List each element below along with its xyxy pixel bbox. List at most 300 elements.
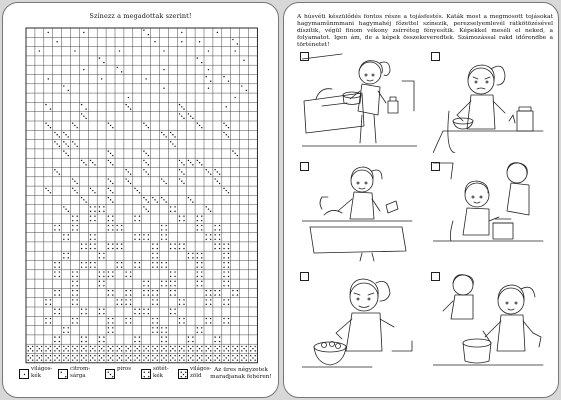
grid-dot bbox=[128, 106, 129, 107]
grid-dot bbox=[181, 32, 182, 33]
legend-note: Az üres négyzetek maradjanak fehéren! bbox=[210, 367, 272, 380]
grid-dot bbox=[179, 359, 180, 360]
grid-dot bbox=[99, 281, 100, 282]
grid-dot bbox=[157, 243, 158, 244]
grid-dot bbox=[223, 281, 224, 282]
grid-dot bbox=[226, 348, 227, 349]
grid-dot bbox=[85, 313, 86, 314]
grid-dot bbox=[223, 359, 224, 360]
grid-dot bbox=[163, 69, 164, 70]
grid-dot bbox=[197, 229, 198, 230]
grid-dot bbox=[72, 299, 73, 300]
legend-swatch bbox=[105, 369, 115, 379]
grid-dot bbox=[170, 309, 171, 310]
grid-dot bbox=[72, 188, 73, 189]
grid-dot bbox=[219, 341, 220, 342]
grid-dot bbox=[152, 262, 153, 263]
grid-dot bbox=[232, 39, 233, 40]
grid-dot bbox=[50, 346, 51, 347]
grid-dot bbox=[228, 192, 229, 193]
grid-dot bbox=[161, 332, 162, 333]
grid-dot bbox=[72, 294, 73, 295]
grid-dot bbox=[188, 113, 189, 114]
grid-dot bbox=[36, 359, 37, 360]
grid-dot bbox=[201, 266, 202, 267]
grid-dot bbox=[254, 346, 255, 347]
grid-dot bbox=[143, 239, 144, 240]
grid-dot bbox=[45, 322, 46, 323]
grid-dot bbox=[183, 118, 184, 119]
grid-dot bbox=[81, 359, 82, 360]
grid-dot bbox=[157, 327, 158, 328]
grid-dot bbox=[81, 346, 82, 347]
grid-dot bbox=[157, 201, 158, 202]
grid-dot bbox=[108, 355, 109, 356]
grid-dot bbox=[72, 229, 73, 230]
grid-dot bbox=[201, 229, 202, 230]
grid-dot bbox=[234, 357, 235, 358]
grid-dot bbox=[201, 359, 202, 360]
grid-dot bbox=[234, 153, 235, 154]
grid-dot bbox=[119, 50, 120, 51]
scene-6-illustration bbox=[433, 271, 548, 381]
legend-label: sötét- kék bbox=[153, 366, 169, 379]
grid-dot bbox=[208, 88, 209, 89]
grid-dot bbox=[210, 173, 211, 174]
grid-dot bbox=[32, 355, 33, 356]
grid-dot bbox=[139, 336, 140, 337]
grid-dot bbox=[63, 332, 64, 333]
grid-dot bbox=[112, 294, 113, 295]
grid-dot bbox=[170, 206, 171, 207]
grid-dot bbox=[108, 220, 109, 221]
grid-dot bbox=[228, 127, 229, 128]
grid-dot bbox=[165, 229, 166, 230]
grid-dot bbox=[36, 355, 37, 356]
grid-dot bbox=[117, 350, 118, 351]
grid-dot bbox=[228, 322, 229, 323]
grid-dot bbox=[174, 285, 175, 286]
grid-dot bbox=[157, 332, 158, 333]
grid-dot bbox=[228, 285, 229, 286]
grid-dot bbox=[48, 125, 49, 126]
grid-dot bbox=[130, 173, 131, 174]
grid-dot bbox=[103, 281, 104, 282]
grid-dot bbox=[81, 309, 82, 310]
grid-dot bbox=[228, 253, 229, 254]
grid-dot bbox=[201, 127, 202, 128]
grid-dot bbox=[210, 290, 211, 291]
grid-dot bbox=[163, 348, 164, 349]
grid-dot bbox=[90, 248, 91, 249]
grid-dot bbox=[148, 155, 149, 156]
grid-dot bbox=[174, 136, 175, 137]
grid-dot bbox=[170, 359, 171, 360]
grid-dot bbox=[219, 183, 220, 184]
grid-dot bbox=[148, 34, 149, 35]
grid-dot bbox=[181, 41, 182, 42]
grid-dot bbox=[163, 88, 164, 89]
grid-dot bbox=[139, 239, 140, 240]
grid-dot bbox=[112, 355, 113, 356]
grid-dot bbox=[197, 123, 198, 124]
grid-dot bbox=[134, 336, 135, 337]
grid-dot bbox=[92, 162, 93, 163]
grid-dot bbox=[54, 290, 55, 291]
grid-dot bbox=[108, 290, 109, 291]
grid-dot bbox=[68, 234, 69, 235]
grid-dot bbox=[103, 346, 104, 347]
grid-dot bbox=[228, 136, 229, 137]
grid-dot bbox=[117, 248, 118, 249]
grid-dot bbox=[59, 294, 60, 295]
scene-5-illustration bbox=[302, 271, 417, 381]
grid-dot bbox=[183, 248, 184, 249]
grid-dot bbox=[68, 253, 69, 254]
grid-dot bbox=[206, 359, 207, 360]
grid-dot bbox=[108, 271, 109, 272]
grid-dot bbox=[59, 229, 60, 230]
grid-dot bbox=[181, 348, 182, 349]
grid-dot bbox=[217, 357, 218, 358]
grid-dot bbox=[226, 190, 227, 191]
grid-dot bbox=[112, 216, 113, 217]
grid-dot bbox=[170, 243, 171, 244]
grid-dot bbox=[108, 350, 109, 351]
grid-dot bbox=[117, 243, 118, 244]
grid-dot bbox=[59, 146, 60, 147]
grid-dot bbox=[190, 348, 191, 349]
grid-dot bbox=[103, 257, 104, 258]
grid-dot bbox=[125, 359, 126, 360]
grid-dot bbox=[214, 294, 215, 295]
grid-dot bbox=[226, 357, 227, 358]
grid-dot bbox=[232, 290, 233, 291]
grid-dot bbox=[241, 359, 242, 360]
grid-dot bbox=[223, 76, 224, 77]
grid-dot bbox=[237, 359, 238, 360]
grid-dot bbox=[125, 304, 126, 305]
grid-dot bbox=[68, 136, 69, 137]
grid-dot bbox=[59, 355, 60, 356]
grid-dot bbox=[103, 336, 104, 337]
grid-dot bbox=[83, 115, 84, 116]
grid-dot bbox=[85, 201, 86, 202]
grid-dot bbox=[237, 294, 238, 295]
grid-dot bbox=[214, 355, 215, 356]
grid-dot bbox=[41, 359, 42, 360]
grid-dot bbox=[108, 346, 109, 347]
grid-dot bbox=[54, 266, 55, 267]
grid-dot bbox=[179, 322, 180, 323]
grid-dot bbox=[157, 253, 158, 254]
grid-dot bbox=[197, 216, 198, 217]
grid-dot bbox=[121, 262, 122, 263]
grid-dot bbox=[232, 346, 233, 347]
grid-dot bbox=[192, 336, 193, 337]
grid-dot bbox=[246, 350, 247, 351]
grid-dot bbox=[125, 318, 126, 319]
grid-dot bbox=[210, 322, 211, 323]
grid-dot bbox=[83, 69, 84, 70]
grid-dot bbox=[65, 134, 66, 135]
grid-dot bbox=[197, 266, 198, 267]
grid-dot bbox=[223, 350, 224, 351]
grid-dot bbox=[108, 197, 109, 198]
grid-dot bbox=[59, 359, 60, 360]
grid-dot bbox=[90, 234, 91, 235]
scene-1-illustration bbox=[302, 51, 417, 153]
grid-dot bbox=[170, 313, 171, 314]
grid-dot bbox=[217, 348, 218, 349]
grid-dot bbox=[154, 199, 155, 200]
grid-dot bbox=[63, 346, 64, 347]
grid-dot bbox=[152, 197, 153, 198]
grid-dot bbox=[179, 104, 180, 105]
grid-dot bbox=[243, 348, 244, 349]
grid-dot bbox=[74, 50, 75, 51]
grid-dot bbox=[190, 115, 191, 116]
grid-dot bbox=[201, 271, 202, 272]
grid-dot bbox=[246, 346, 247, 347]
grid-dot bbox=[72, 123, 73, 124]
grid-dot bbox=[108, 178, 109, 179]
grid-dot bbox=[145, 208, 146, 209]
grid-dot bbox=[143, 346, 144, 347]
grid-dot bbox=[219, 173, 220, 174]
grid-dot bbox=[130, 350, 131, 351]
grid-dot bbox=[121, 248, 122, 249]
grid-dot bbox=[65, 208, 66, 209]
grid-dot bbox=[219, 234, 220, 235]
grid-dot bbox=[94, 239, 95, 240]
grid-dot bbox=[161, 266, 162, 267]
grid-dot bbox=[117, 304, 118, 305]
grid-dot bbox=[45, 359, 46, 360]
grid-dot bbox=[152, 257, 153, 258]
grid-dot bbox=[125, 271, 126, 272]
grid-dot bbox=[152, 332, 153, 333]
grid-dot bbox=[223, 248, 224, 249]
grid-dot bbox=[32, 359, 33, 360]
grid-dot bbox=[110, 181, 111, 182]
grid-dot bbox=[234, 97, 235, 98]
grid-dot bbox=[68, 327, 69, 328]
grid-dot bbox=[163, 199, 164, 200]
grid-dot bbox=[56, 348, 57, 349]
grid-dot bbox=[172, 348, 173, 349]
grid-dot bbox=[94, 192, 95, 193]
grid-dot bbox=[170, 211, 171, 212]
grid-dot bbox=[121, 355, 122, 356]
grid-dot bbox=[63, 234, 64, 235]
grid-dot bbox=[59, 262, 60, 263]
grid-dot bbox=[103, 62, 104, 63]
grid-dot bbox=[179, 243, 180, 244]
grid-dot bbox=[181, 171, 182, 172]
grid-dot bbox=[181, 357, 182, 358]
grid-dot bbox=[30, 348, 31, 349]
grid-dot bbox=[90, 359, 91, 360]
grid-dot bbox=[110, 199, 111, 200]
scene-4-illustration bbox=[433, 161, 548, 263]
grid-dot bbox=[179, 113, 180, 114]
grid-dot bbox=[161, 336, 162, 337]
grid-dot bbox=[170, 294, 171, 295]
grid-dot bbox=[143, 197, 144, 198]
grid-dot bbox=[183, 108, 184, 109]
grid-dot bbox=[163, 134, 164, 135]
grid-dot bbox=[214, 243, 215, 244]
grid-dot bbox=[63, 257, 64, 258]
grid-dot bbox=[110, 190, 111, 191]
grid-dot bbox=[208, 171, 209, 172]
grid-dot bbox=[83, 357, 84, 358]
grid-dot bbox=[214, 290, 215, 291]
grid-dot bbox=[48, 78, 49, 79]
grid-dot bbox=[219, 336, 220, 337]
grid-dot bbox=[41, 350, 42, 351]
grid-dot bbox=[54, 262, 55, 263]
grid-dot bbox=[252, 348, 253, 349]
grid-dot bbox=[130, 304, 131, 305]
grid-dot bbox=[112, 225, 113, 226]
grid-dot bbox=[85, 108, 86, 109]
grid-dot bbox=[214, 341, 215, 342]
grid-dot bbox=[165, 346, 166, 347]
grid-dot bbox=[94, 350, 95, 351]
grid-dot bbox=[170, 355, 171, 356]
grid-dot bbox=[161, 178, 162, 179]
grid-dot bbox=[134, 234, 135, 235]
grid-dot bbox=[183, 359, 184, 360]
grid-dot bbox=[254, 355, 255, 356]
grid-dot bbox=[183, 164, 184, 165]
grid-dot bbox=[165, 183, 166, 184]
grid-dot bbox=[108, 243, 109, 244]
grid-dot bbox=[30, 357, 31, 358]
grid-dot bbox=[237, 155, 238, 156]
grid-dot bbox=[108, 123, 109, 124]
grid-dot bbox=[174, 313, 175, 314]
grid-dot bbox=[76, 285, 77, 286]
grid-dot bbox=[85, 266, 86, 267]
grid-dot bbox=[90, 243, 91, 244]
grid-dot bbox=[254, 350, 255, 351]
grid-dot bbox=[165, 327, 166, 328]
grid-dot bbox=[183, 318, 184, 319]
grid-dot bbox=[112, 229, 113, 230]
grid-dot bbox=[117, 67, 118, 68]
grid-dot bbox=[130, 299, 131, 300]
grid-dot bbox=[59, 341, 60, 342]
grid-dot bbox=[152, 346, 153, 347]
grid-dot bbox=[50, 355, 51, 356]
grid-dot bbox=[99, 341, 100, 342]
grid-dot bbox=[134, 309, 135, 310]
grid-dot bbox=[65, 357, 66, 358]
grid-dot bbox=[54, 276, 55, 277]
grid-dot bbox=[48, 190, 49, 191]
grid-dot bbox=[85, 164, 86, 165]
grid-dot bbox=[54, 336, 55, 337]
grid-dot bbox=[201, 327, 202, 328]
grid-dot bbox=[192, 253, 193, 254]
grid-dot bbox=[228, 318, 229, 319]
grid-dot bbox=[108, 188, 109, 189]
grid-dot bbox=[214, 234, 215, 235]
grid-dot bbox=[170, 346, 171, 347]
grid-dot bbox=[165, 266, 166, 267]
grid-dot bbox=[243, 60, 244, 61]
grid-dot bbox=[85, 341, 86, 342]
grid-dot bbox=[223, 257, 224, 258]
grid-dot bbox=[201, 62, 202, 63]
grid-dot bbox=[50, 299, 51, 300]
grid-dot bbox=[170, 248, 171, 249]
grid-dot bbox=[125, 346, 126, 347]
grid-dot bbox=[183, 322, 184, 323]
grid-dot bbox=[94, 248, 95, 249]
grid-dot bbox=[206, 206, 207, 207]
grid-dot bbox=[139, 359, 140, 360]
grid-dot bbox=[103, 341, 104, 342]
grid-dot bbox=[59, 276, 60, 277]
grid-dot bbox=[108, 216, 109, 217]
grid-dot bbox=[197, 359, 198, 360]
grid-dot bbox=[94, 206, 95, 207]
grid-dot bbox=[201, 164, 202, 165]
grid-dot bbox=[117, 266, 118, 267]
grid-dot bbox=[117, 359, 118, 360]
grid-dot bbox=[112, 327, 113, 328]
grid-dot bbox=[99, 211, 100, 212]
grid-dot bbox=[206, 304, 207, 305]
grid-dot bbox=[112, 276, 113, 277]
grid-dot bbox=[139, 355, 140, 356]
grid-dot bbox=[232, 294, 233, 295]
grid-dot bbox=[210, 239, 211, 240]
grid-dot bbox=[137, 348, 138, 349]
grid-dot bbox=[223, 243, 224, 244]
grid-dot bbox=[101, 348, 102, 349]
grid-dot bbox=[179, 299, 180, 300]
grid-dot bbox=[99, 206, 100, 207]
grid-dot bbox=[143, 160, 144, 161]
grid-dot bbox=[161, 225, 162, 226]
grid-dot bbox=[94, 262, 95, 263]
grid-dot bbox=[163, 50, 164, 51]
grid-dot bbox=[41, 346, 42, 347]
grid-dot bbox=[90, 239, 91, 240]
scene-2-illustration bbox=[433, 51, 548, 153]
grid-dot bbox=[134, 341, 135, 342]
grid-dot bbox=[81, 266, 82, 267]
grid-dot bbox=[237, 350, 238, 351]
grid-dot bbox=[161, 239, 162, 240]
grid-dot bbox=[179, 160, 180, 161]
grid-dot bbox=[110, 357, 111, 358]
grid-dot bbox=[165, 336, 166, 337]
grid-dot bbox=[210, 350, 211, 351]
grid-dot bbox=[201, 216, 202, 217]
grid-dot bbox=[246, 359, 247, 360]
grid-dot bbox=[161, 359, 162, 360]
grid-dot bbox=[170, 281, 171, 282]
grid-dot bbox=[45, 299, 46, 300]
grid-dot bbox=[63, 239, 64, 240]
grid-dot bbox=[68, 239, 69, 240]
